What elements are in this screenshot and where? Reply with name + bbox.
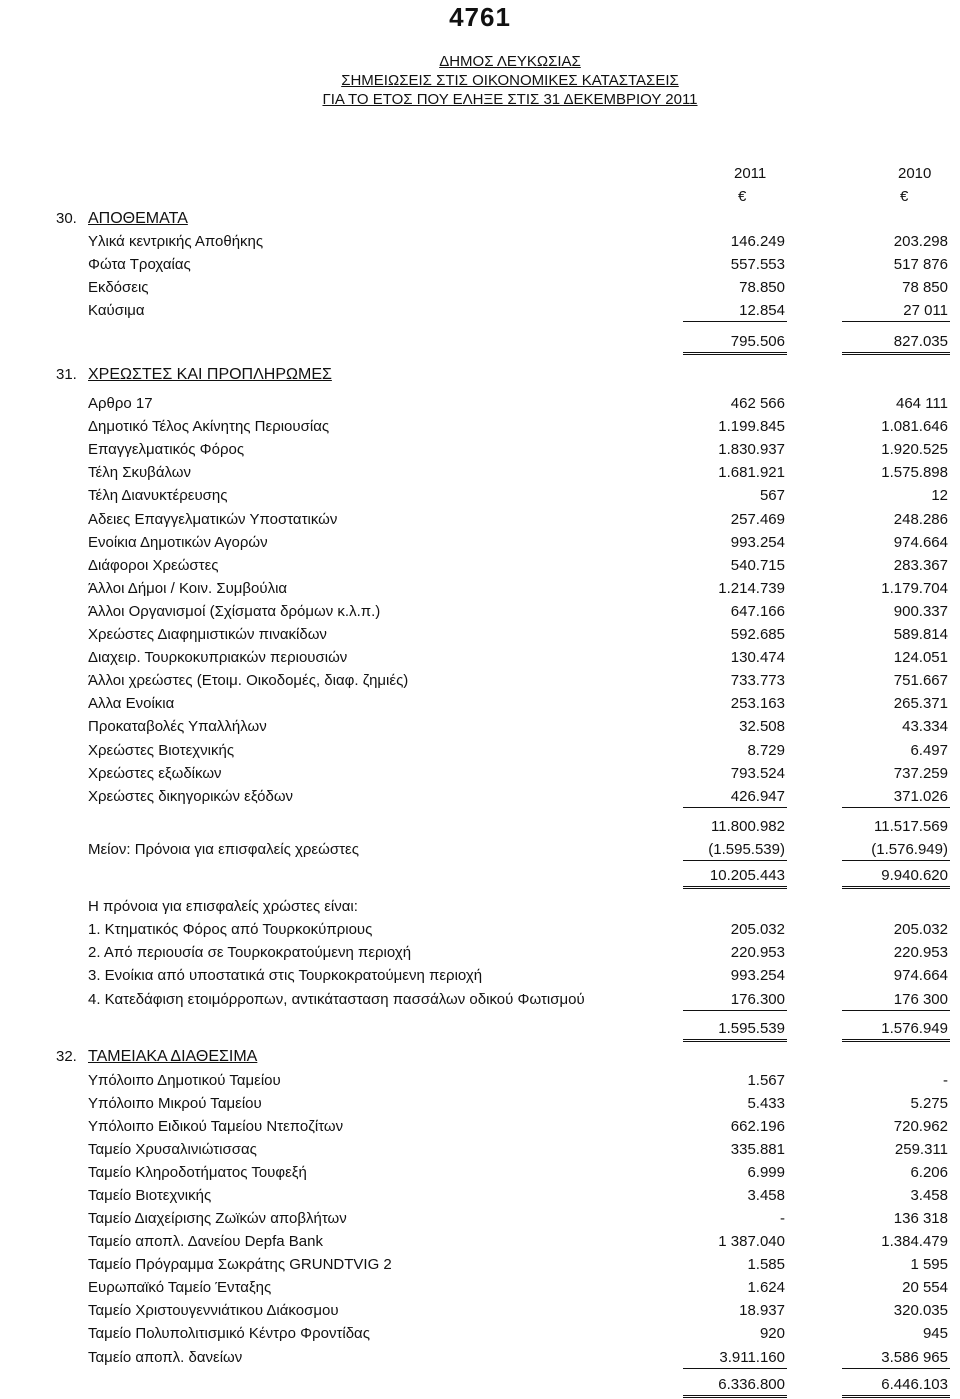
- title-period: ΓΙΑ ΤΟ ΕΤΟΣ ΠΟΥ ΕΛΗΞΕ ΣΤΙΣ 31 ΔΕΚΕΜΒΡΙΟΥ 2011: [322, 91, 698, 108]
- row-label: Μείον: Πρόνοια για επισφαλείς χρεώστες: [88, 841, 359, 858]
- table-row: [0, 944, 960, 967]
- value-2011: 1.214.739: [718, 580, 785, 597]
- table-row: [0, 580, 960, 603]
- table-row: [0, 649, 960, 672]
- table-row: [0, 841, 960, 864]
- row-label: Ταμείο Χριστουγεννιάτικου Διάκοσμου: [88, 1302, 339, 1319]
- value-2010: 1.575.898: [881, 464, 948, 481]
- page-number: 4761: [449, 2, 511, 32]
- row-label: Υπόλοιπο Ειδικού Ταμείου Ντεποζίτων: [88, 1118, 344, 1135]
- row-label: Υλικά κεντρικής Αποθήκης: [88, 233, 264, 250]
- row-label: Καύσιμα: [88, 302, 145, 319]
- table-row: [0, 511, 960, 534]
- value-2010: 464 111: [896, 395, 948, 412]
- row-label: ΧΡΕΩΣΤΕΣ ΚΑΙ ΠΡΟΠΛΗΡΩΜΕΣ: [88, 366, 332, 383]
- value-2011: 1.585: [747, 1256, 785, 1273]
- value-2011: 32.508: [739, 718, 785, 735]
- value-2010: 1 595: [910, 1256, 948, 1273]
- value-2011: 11.800.982: [711, 818, 785, 835]
- row-label: Η πρόνοια για επισφαλείς χρώστες είναι:: [88, 898, 358, 915]
- table-row: [0, 256, 960, 279]
- value-2011: 993.254: [730, 534, 785, 551]
- value-2010: 720.962: [893, 1118, 948, 1135]
- table-row: [0, 867, 960, 890]
- value-2010: 751.667: [893, 672, 948, 689]
- table-row: [0, 1233, 960, 1256]
- table-row: [0, 557, 960, 580]
- value-2010: 3.586 965: [881, 1349, 948, 1366]
- value-2011: 257.469: [730, 511, 785, 528]
- row-label: Εκδόσεις: [88, 279, 149, 296]
- title-municipality: ΔΗΜΟΣ ΛΕΥΚΩΣΙΑΣ: [439, 53, 581, 70]
- value-2011: -: [780, 1210, 785, 1227]
- value-2011: 1.681.921: [718, 464, 785, 481]
- value-2010: (1.576.949): [871, 841, 948, 858]
- table-row: [0, 1095, 960, 1118]
- value-2010: 974.664: [893, 967, 948, 984]
- value-2010: 11.517.569: [874, 818, 948, 835]
- value-2011: 993.254: [730, 967, 785, 984]
- row-label: Ενοίκια Δημοτικών Αγορών: [88, 534, 268, 551]
- underline-rule: [683, 321, 787, 322]
- underline-rule: [842, 321, 950, 322]
- row-label: Αλλα Ενοίκια: [88, 695, 175, 712]
- value-2011: 6.999: [747, 1164, 785, 1181]
- table-row: [0, 395, 960, 418]
- table-row: [0, 1376, 960, 1399]
- value-2011: 920: [759, 1325, 785, 1342]
- value-2010: 283.367: [893, 557, 948, 574]
- double-underline-rule: [842, 886, 950, 889]
- table-row: [0, 441, 960, 464]
- underline-rule: [842, 1368, 950, 1369]
- value-2010: 9.940.620: [881, 867, 948, 884]
- value-2011: 10.205.443: [709, 867, 785, 884]
- row-label: ΑΠΟΘΕΜΑΤΑ: [88, 210, 188, 227]
- table-row: [0, 279, 960, 302]
- document-titles: [280, 52, 740, 109]
- table-row: [0, 788, 960, 811]
- value-2010: -: [943, 1072, 948, 1089]
- value-2010: 974.664: [893, 534, 948, 551]
- value-2010: 320.035: [893, 1302, 948, 1319]
- table-row: [0, 464, 960, 487]
- row-label: Ταμείο Διαχείρισης Ζωϊκών αποβλήτων: [88, 1210, 347, 1227]
- value-2010: 900.337: [893, 603, 948, 620]
- value-2010: 1.081.646: [881, 418, 948, 435]
- row-label: Φώτα Τροχαίας: [88, 256, 191, 273]
- value-2011: 1.595.539: [718, 1020, 785, 1037]
- value-2010: 176 300: [893, 991, 948, 1008]
- value-2011: 1.567: [747, 1072, 785, 1089]
- row-label: Δημοτικό Τέλος Ακίνητης Περιουσίας: [88, 418, 330, 435]
- row-label: Ταμείο Χρυσαλινιώτισσας: [88, 1141, 257, 1158]
- row-label: 3. Ενοίκια από υποστατικά στις Τουρκοκρατούμενη περιοχή: [88, 967, 483, 984]
- value-2011: 592.685: [730, 626, 785, 643]
- value-2011: 793.524: [730, 765, 785, 782]
- column-year-2011: 2011: [734, 165, 767, 182]
- row-label: Άλλοι Δήμοι / Κοιν. Συμβούλια: [88, 580, 288, 597]
- table-row: [0, 672, 960, 695]
- row-label: Ταμείο Βιοτεχνικής: [88, 1187, 212, 1204]
- double-underline-rule: [683, 352, 787, 355]
- value-2010: 27 011: [903, 302, 948, 319]
- row-label: Υπόλοιπο Δημοτικού Ταμείου: [88, 1072, 281, 1089]
- title-notes: ΣΗΜΕΙΩΣΕΙΣ ΣΤΙΣ ΟΙΚΟΝΟΜΙΚΕΣ ΚΑΤΑΣΤΑΣΕΙΣ: [341, 72, 679, 89]
- row-label: Χρεώστες Βιοτεχνικής: [88, 742, 235, 759]
- row-label: Επαγγελματικός Φόρος: [88, 441, 245, 458]
- value-2011: 6.336.800: [718, 1376, 785, 1393]
- value-2010: 3.458: [910, 1187, 948, 1204]
- value-2010: 43.334: [902, 718, 948, 735]
- row-label: Ταμείο αποπλ. Δανείου Depfa Bank: [88, 1233, 323, 1250]
- value-2010: 248.286: [893, 511, 948, 528]
- table-row: [0, 695, 960, 718]
- value-2010: 205.032: [893, 921, 948, 938]
- double-underline-rule: [683, 1039, 787, 1042]
- row-label: Χρεώστες εξωδίκων: [88, 765, 222, 782]
- row-label: 1. Κτηματικός Φόρος από Τουρκοκύπριους: [88, 921, 373, 938]
- row-label: ΤΑΜΕΙΑΚΑ ΔΙΑΘΕΣΙΜΑ: [88, 1048, 258, 1065]
- table-row: [0, 1302, 960, 1325]
- row-label: Ταμείο Πρόγραμμα Σωκράτης GRUNDTVIG 2: [88, 1256, 392, 1273]
- value-2011: 540.715: [730, 557, 785, 574]
- table-row: [0, 1349, 960, 1372]
- table-row: [0, 626, 960, 649]
- value-2011: 1 387.040: [718, 1233, 785, 1250]
- row-label: 2. Από περιουσία σε Τουρκοκρατούμενη περιοχή: [88, 944, 412, 961]
- table-row: [0, 718, 960, 741]
- value-2010: 220.953: [893, 944, 948, 961]
- section-heading: [0, 210, 960, 233]
- value-2011: 462 566: [730, 395, 785, 412]
- table-row: [0, 1325, 960, 1348]
- double-underline-rule: [842, 352, 950, 355]
- row-label: Διάφοροι Χρεώστες: [88, 557, 219, 574]
- underline-rule: [683, 807, 787, 808]
- row-label: Διαχειρ. Τουρκοκυπριακών περιουσιών: [88, 649, 348, 666]
- table-row: [0, 742, 960, 765]
- table-row: [0, 233, 960, 256]
- underline-rule: [842, 807, 950, 808]
- table-row: [0, 1072, 960, 1095]
- row-label: Υπόλοιπο Μικρού Ταμείου: [88, 1095, 262, 1112]
- row-label: Άλλοι Οργανισμοί (Σχίσματα δρόμων κ.λ.π.): [88, 603, 381, 620]
- value-2010: 78 850: [902, 279, 948, 296]
- table-row: [0, 1141, 960, 1164]
- value-2010: 6.497: [910, 742, 948, 759]
- table-row: [0, 302, 960, 325]
- value-2011: 795.506: [730, 333, 785, 350]
- value-2011: 733.773: [730, 672, 785, 689]
- value-2011: 18.937: [739, 1302, 785, 1319]
- value-2010: 136 318: [893, 1210, 948, 1227]
- note-number: 30.: [56, 210, 77, 227]
- value-2010: 827.035: [893, 333, 948, 350]
- value-2011: 146.249: [730, 233, 785, 250]
- row-label: Τέλη Σκυβάλων: [88, 464, 191, 481]
- row-label: Αδειες Επαγγελματικών Υποστατικών: [88, 511, 338, 528]
- value-2011: 567: [759, 487, 785, 504]
- table-row: [0, 333, 960, 356]
- column-year-2010: 2010: [898, 165, 932, 182]
- row-label: Ταμείο Κληροδοτήματος Τουφεξή: [88, 1164, 307, 1181]
- value-2011: 647.166: [730, 603, 785, 620]
- value-2010: 5.275: [910, 1095, 948, 1112]
- table-row: [0, 603, 960, 626]
- value-2011: 3.458: [747, 1187, 785, 1204]
- row-label: Ταμείο αποπλ. δανείων: [88, 1349, 243, 1366]
- note-number: 32.: [56, 1048, 77, 1065]
- value-2011: 205.032: [730, 921, 785, 938]
- value-2011: (1.595.539): [708, 841, 785, 858]
- table-row: [0, 534, 960, 557]
- section-heading: [0, 1048, 960, 1071]
- value-2011: 1.830.937: [718, 441, 785, 458]
- table-row: [0, 487, 960, 510]
- value-2011: 78.850: [739, 279, 785, 296]
- table-row: [0, 818, 960, 841]
- value-2010: 737.259: [893, 765, 948, 782]
- row-label: Χρεώστες δικηγορικών εξόδων: [88, 788, 294, 805]
- value-2011: 557.553: [730, 256, 785, 273]
- value-2011: 5.433: [747, 1095, 785, 1112]
- value-2010: 1.920.525: [881, 441, 948, 458]
- table-row: [0, 921, 960, 944]
- value-2011: 426.947: [730, 788, 785, 805]
- table-row: [0, 967, 960, 990]
- value-2011: 176.300: [730, 991, 785, 1008]
- value-2011: 335.881: [730, 1141, 785, 1158]
- table-row: [0, 1020, 960, 1043]
- table-row: [0, 418, 960, 441]
- value-2011: 1.624: [747, 1279, 785, 1296]
- row-label: Προκαταβολές Υπαλλήλων: [88, 718, 267, 735]
- table-row: [0, 1187, 960, 1210]
- value-2011: 130.474: [730, 649, 785, 666]
- table-row: [0, 1118, 960, 1141]
- table-row: [0, 1256, 960, 1279]
- value-2010: 371.026: [893, 788, 948, 805]
- underline-rule: [683, 1010, 787, 1011]
- row-label: Τέλη Διανυκτέρευσης: [88, 487, 228, 504]
- value-2011: 12.854: [739, 302, 785, 319]
- value-2010: 259.311: [894, 1141, 948, 1158]
- value-2010: 124.051: [893, 649, 948, 666]
- value-2010: 6.446.103: [881, 1376, 948, 1393]
- value-2010: 517 876: [893, 256, 948, 273]
- value-2010: 203.298: [893, 233, 948, 250]
- underline-rule: [842, 860, 950, 861]
- value-2010: 20 554: [902, 1279, 948, 1296]
- currency-2011: €: [738, 188, 747, 205]
- row-label: Ταμείο Πολυπολιτισμικό Κέντρο Φροντίδας: [88, 1325, 370, 1342]
- table-row: [0, 1279, 960, 1302]
- value-2010: 945: [922, 1325, 948, 1342]
- value-2011: 3.911.160: [719, 1349, 785, 1366]
- table-row: [0, 765, 960, 788]
- section-heading: [0, 366, 960, 389]
- row-label: Άλλοι χρεώστες (Ετοιμ. Οικοδομές, διαφ. ζημιές): [88, 672, 409, 689]
- row-label: Χρεώστες Διαφημιστικών πινακίδων: [88, 626, 327, 643]
- table-row: [0, 991, 960, 1014]
- currency-2010: €: [900, 188, 909, 205]
- value-2010: 6.206: [910, 1164, 948, 1181]
- value-2011: 220.953: [730, 944, 785, 961]
- value-2010: 1.384.479: [881, 1233, 948, 1250]
- value-2010: 1.179.704: [881, 580, 948, 597]
- table-row: [0, 1164, 960, 1187]
- note-number: 31.: [56, 366, 77, 383]
- table-row: [0, 898, 960, 921]
- value-2011: 1.199.845: [718, 418, 785, 435]
- row-label: Αρθρο 17: [88, 395, 153, 412]
- value-2010: 12: [931, 487, 948, 504]
- value-2011: 253.163: [730, 695, 785, 712]
- value-2010: 1.576.949: [881, 1020, 948, 1037]
- value-2010: 589.814: [893, 626, 948, 643]
- value-2011: 8.729: [747, 742, 785, 759]
- value-2010: 265.371: [893, 695, 948, 712]
- row-label: 4. Κατεδάφιση ετοιμόρροπων, αντικάτασταση πασσάλων οδικού Φωτισμού: [88, 991, 585, 1008]
- underline-rule: [683, 1368, 787, 1369]
- underline-rule: [842, 1010, 950, 1011]
- value-2011: 662.196: [730, 1118, 785, 1135]
- double-underline-rule: [842, 1039, 950, 1042]
- row-label: Ευρωπαϊκό Ταμείο Ένταξης: [88, 1279, 272, 1296]
- double-underline-rule: [683, 886, 787, 889]
- underline-rule: [683, 860, 787, 861]
- table-row: [0, 1210, 960, 1233]
